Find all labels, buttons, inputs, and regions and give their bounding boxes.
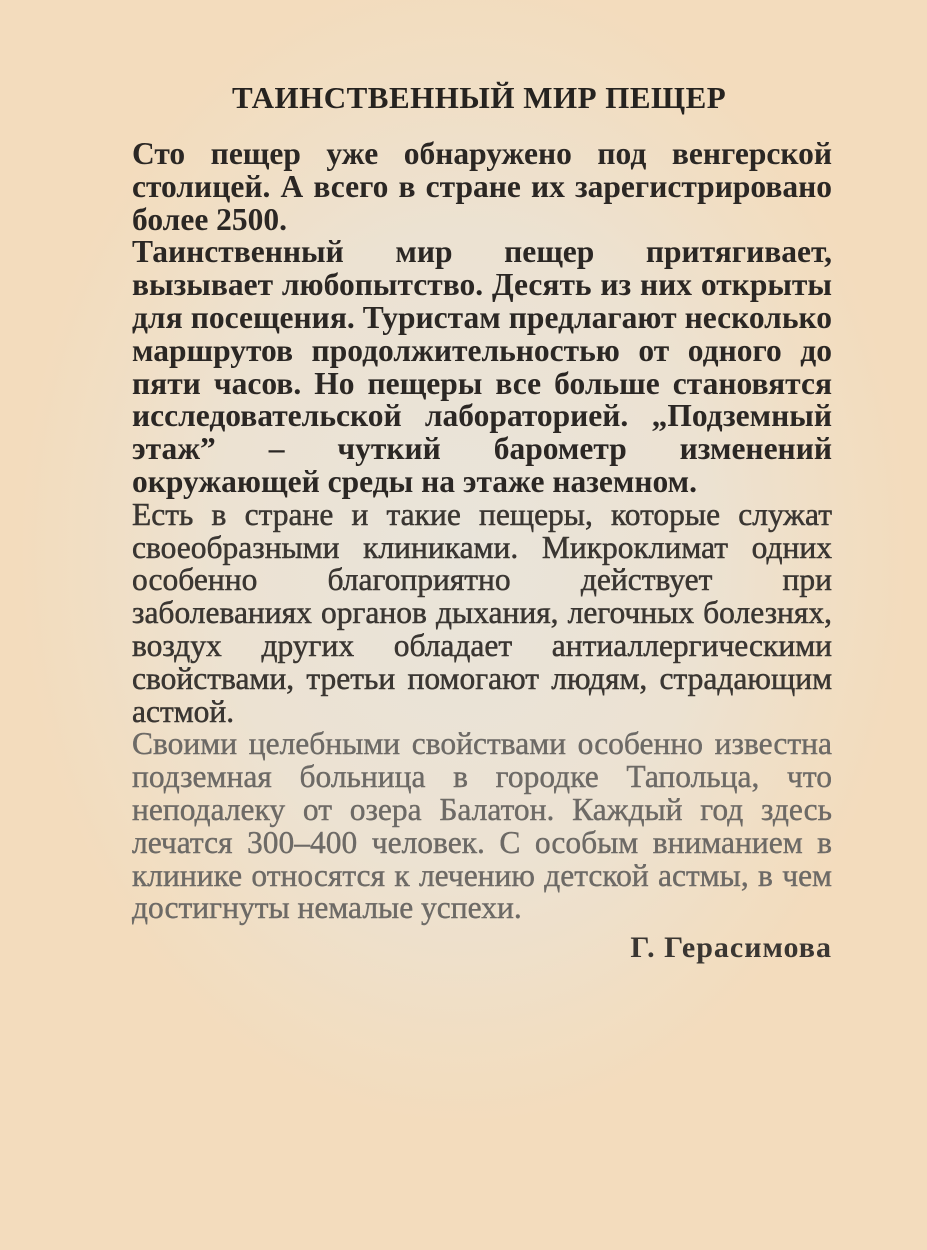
paragraph-1: Сто пещер уже обнаружено под венгерской столицей. А всего в стране их зарегистрировано более 2500. <box>132 136 832 237</box>
paragraph-2: Таинственный мир пещер притягивает, вызывает любопытство. Десять из них открыты для посещения. Туристам предлагают несколько маршрутов продолжительностью от одного до пяти часов. Но пещеры все больше становятся исследовательской лабораторией. „Подземный этаж” – чуткий барометр изменений окружающей среды на этаже наземном. <box>132 234 832 499</box>
paragraph-4: Своими целебными свойствами особенно известна подземная больница в городке Тапольца, что неподалеку от озера Балатон. Каждый год здесь лечатся 300–400 человек. С особым вниманием в клинике относятся к лечению детской астмы, в чем достигнуты немалые успехи. <box>132 726 832 926</box>
paragraph-3: Есть в стране и такие пещеры, которые служат своеобразными клиниками. Микроклимат одних особенно благоприятно действует при заболеваниях органов дыхания, легочных болезнях, воздух других обладает антиаллергическими свойствами, третьи помогают людям, страдающим астмой. <box>132 496 832 729</box>
article <box>132 80 832 965</box>
article-title: ТАИНСТВЕННЫЙ МИР ПЕЩЕР <box>232 80 727 115</box>
author-signature: Г. Герасимова <box>630 931 832 965</box>
article-body <box>132 138 832 925</box>
